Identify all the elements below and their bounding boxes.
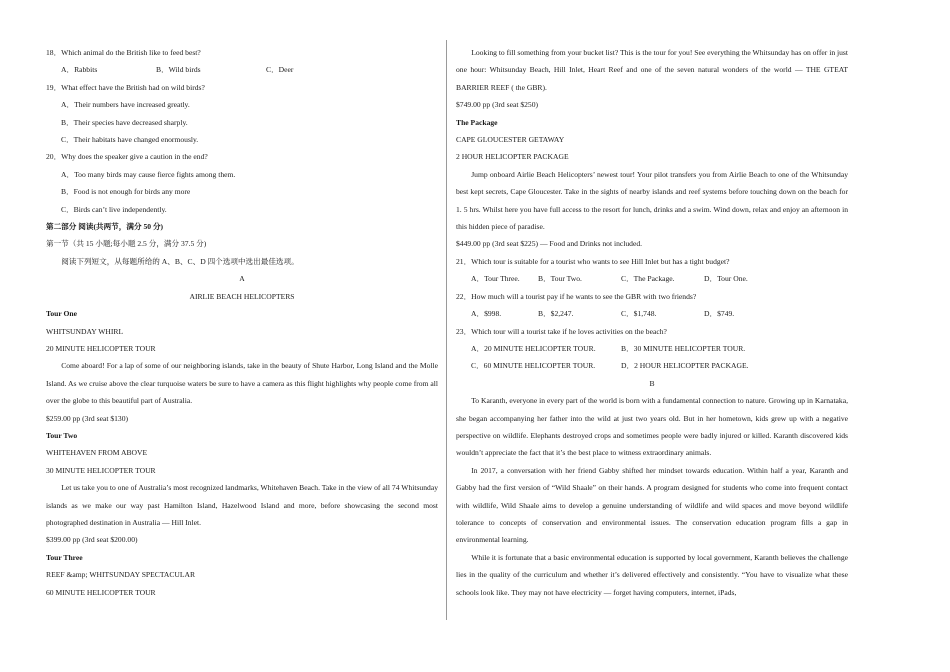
option-a: A．Too many birds may cause fierce fights among them. — [61, 169, 236, 179]
tour-one-type: 20 MINUTE HELICOPTER TOUR — [46, 343, 156, 353]
tour-three-description: Looking to fill something from your bucket list? This is the tour for you! See everything the Whitsunday has on offer in just one hour: Whitsunday Beach, Hill Inlet, Heart Reef and one of the seven natural wonders of the world — THE GTEAT BARRIER REEF ( the GBR). — [456, 48, 848, 92]
option-c: C．Their habitats have changed enormously. — [61, 135, 199, 145]
tour-two-description: Let us take you to one of Australia’s most recognized landmarks, Whitehaven Beach. Take in the view of all 74 Whitsunday islands as we make our way past Hamilton Island, Hazelwood Island and more, before showcasing the second most photographed destination in Australia — Hill Inlet. — [46, 483, 438, 527]
package-label: The Package — [456, 117, 498, 127]
tour-three-name: REEF &amp; WHITSUNDAY SPECTACULAR — [46, 570, 196, 580]
option-c: C．The Package. — [621, 274, 675, 284]
passage-a-label: A — [239, 274, 245, 284]
reading-instruction: 阅读下列短文，从每题所给的 A、B、C、D 四个选项中选出最佳选项。 — [61, 256, 299, 266]
question-20-stem: 20．Why does the speaker give a caution in the end? — [46, 152, 208, 162]
question-18-stem: 18．Which animal do the British like to feed best? — [46, 48, 201, 57]
package-description: Jump onboard Airlie Beach Helicopters’ newest tour! Your pilot transfers you from Airlie Beach to one of the Whitsunday best kept secrets, Cape Gloucester. Take in the sights of nearby islands and reef systems before touching down on the beach for 1. 5 hrs. Whilst here you have full access to the resort for lunch, drinks and a swim. Wind down, relax and enjoy an afternoon in this hidden piece of paradise. — [456, 169, 848, 232]
question-19-stem: 19．What effect have the British had on wild birds? — [46, 82, 205, 92]
option-a: A．Their numbers have increased greatly. — [61, 100, 190, 110]
tour-two-type: 30 MINUTE HELICOPTER TOUR — [46, 465, 156, 475]
option-c: C．Birds can’t live independently. — [61, 204, 167, 214]
tour-three-label: Tour Three — [46, 552, 83, 562]
option-b: B．Tour Two. — [538, 274, 582, 284]
package-price: $449.00 pp (3rd seat $225) — Food and Drinks not included. — [456, 239, 643, 249]
passage-b-paragraph-2: In 2017, a conversation with her friend Gabby shifted her mindset towards education. Within half a year, Karanth and Gabby had the first version of “Wild Shaale” on their hands. A program designed for students who come into frequent contact with wildlife, Wild Shaale aims to develop a genuine understanding of wildlife and wild spaces and move beyond wildlife tolerance to concepts of conservation and environmental issues. The conservation education program fills a gap in environmental learning. — [456, 465, 848, 545]
option-a: A．Tour Three. — [471, 274, 520, 284]
option-d: D．$749. — [704, 309, 735, 319]
package-type: 2 HOUR HELICOPTER PACKAGE — [456, 152, 569, 162]
question-18-options — [46, 61, 438, 78]
option-a: A．$998. — [471, 309, 502, 319]
option-c: C．Deer — [266, 65, 294, 75]
option-b: B．Wild birds — [156, 65, 201, 75]
column-divider — [446, 40, 447, 620]
passage-b-paragraph-1: To Karanth, everyone in every part of the world is born with a fundamental connection to nature. Growing up in Karnataka, she began accompanying her father into the wild at just two years old. But in her hometown, kids grew up with a negative perspective on wildlife. Elephants destroyed crops and sometimes people were badly injured or killed. Karanth discovered kids wouldn’t appreciate the fact that it’s the best place to witness extraordinary animals. — [456, 396, 848, 458]
question-21-stem: 21．Which tour is suitable for a tourist who wants to see Hill Inlet but has a tight budget? — [456, 256, 730, 266]
option-c: C．$1,748. — [621, 309, 657, 319]
option-b: B．Food is not enough for birds any more — [61, 187, 191, 197]
option-c: C．60 MINUTE HELICOPTER TOUR. — [471, 361, 596, 371]
tour-two-label: Tour Two — [46, 430, 78, 440]
tour-one-description: Come aboard! For a lap of some of our neighboring islands, take in the beauty of Shute Harbor, Long Island and the Molle Island. As we cruise above the clear turquoise waters be sure to have a camera as this flight highlights why people come from all over the globe to this beautiful part of Australia. — [46, 361, 438, 406]
passage-b-label: B — [649, 378, 655, 388]
option-b: B．$2,247. — [538, 309, 574, 319]
question-21-options — [456, 270, 848, 287]
option-b: B．30 MINUTE HELICOPTER TOUR. — [621, 343, 746, 353]
option-a: A．20 MINUTE HELICOPTER TOUR. — [471, 343, 596, 353]
option-a: A．Rabbits — [61, 65, 98, 75]
tour-two-price: $399.00 pp (3rd seat $200.00) — [46, 535, 138, 545]
tour-three-price: $749.00 pp (3rd seat $250) — [456, 100, 539, 110]
right-column — [456, 44, 848, 601]
tour-one-label: Tour One — [46, 309, 78, 319]
question-22-options — [456, 305, 848, 322]
part-2-heading: 第二部分 阅读(共两节，满分 50 分) — [46, 222, 164, 232]
section-1-heading: 第一节（共 15 小题;每小题 2.5 分，满分 37.5 分) — [46, 239, 207, 249]
question-22-stem: 22．How much will a tourist pay if he wants to see the GBR with two friends? — [456, 291, 697, 301]
tour-one-name: WHITSUNDAY WHIRL — [46, 326, 124, 336]
tour-two-name: WHITEHAVEN FROM ABOVE — [46, 448, 148, 458]
tour-one-price: $259.00 pp (3rd seat $130) — [46, 413, 129, 423]
option-d: D．Tour One. — [704, 274, 748, 284]
package-name: CAPE GLOUCESTER GETAWAY — [456, 135, 565, 145]
passage-b-paragraph-3: While it is fortunate that a basic environmental education is supported by local government, Karanth believes the challenge lies in the quality of the curriculum and whether it’s delivered effectively and consistently. “You have to visualize what these schools look like. They may not have electricity — forget having computers, internet, iPads, — [456, 552, 848, 597]
question-23-options-row-2 — [456, 357, 848, 374]
left-column — [46, 44, 438, 601]
tour-three-type: 60 MINUTE HELICOPTER TOUR — [46, 587, 156, 597]
option-b: B．Their species have decreased sharply. — [61, 117, 188, 127]
question-23-options-row-1 — [456, 340, 848, 357]
passage-a-title: AIRLIE BEACH HELICOPTERS — [189, 291, 295, 301]
question-23-stem: 23．Which tour will a tourist take if he loves activities on the beach? — [456, 326, 667, 336]
option-d: D．2 HOUR HELICOPTER PACKAGE. — [621, 361, 749, 371]
